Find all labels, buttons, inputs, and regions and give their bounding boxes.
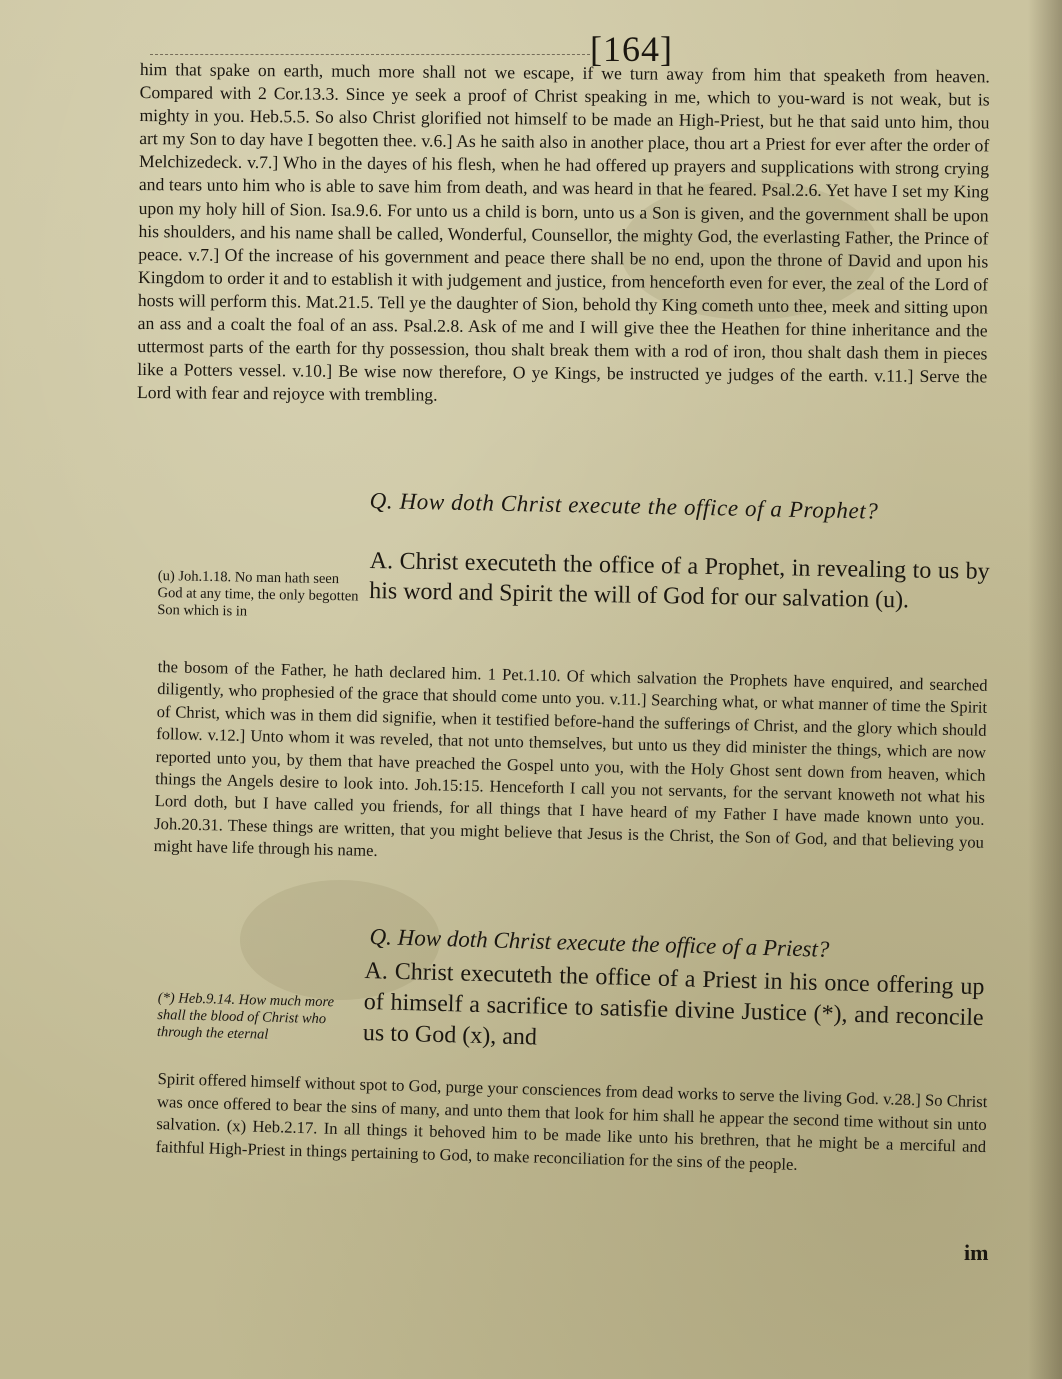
margin-note-priest: (*) Heb.9.14. How much more shall the blood of Christ who through the eternal <box>156 990 335 1043</box>
proofs-prophet-paragraph: the bosom of the Father, he hath declared him. 1 Pet.1.10. Of which salvation the Prophets have enquired, and searched diligently, who prophesied of the grace that should come unto you. v.11.] Searching what, or what manner of time the Spirit of Christ, which was in them did signifie, when it testified before-hand the sufferings of Christ, and the glory which should follow. v.12.] Unto whom it was reveled, that not unto themselves, but unto us they did minister the things, which are now reported unto you, by them that have preached the Gospel unto you, with the Holy Ghost sent down from heaven, which things the Angels desire to look into. Joh.15:15. Henceforth I call you not servants, for the servant knoweth not what his Lord doth, but I have called you friends, for all things that I have heard of my Father I have made known unto you. Joh.20.31. These things are written, that you might believe that Jesus is the Christ, the Son of God, and that believing you might have life through his name. <box>153 656 988 861</box>
page-number: [164] <box>590 29 673 69</box>
question-priest: Q. How doth Christ execute the office of a Priest? <box>369 923 830 962</box>
header-rule <box>150 54 590 56</box>
margin-note-prophet: (u) Joh.1.18. No man hath seen God at any time, the only begotten Son which is in <box>157 568 359 620</box>
question-prophet: Q. How doth Christ execute the office of a Prophet? <box>369 487 879 524</box>
scripture-proofs-paragraph: him that spake on earth, much more shall not we escape, if we turn away from him that speaketh from heaven. Compared with 2 Cor.13.3. Since ye seek a proof of Christ speaking in me, which to you-ward is not weak, but is mighty in you. Heb.5.5. So also Christ glorified not himself to be made an High-Priest, but he that said unto him, thou art my Son to day have I begotten thee. v.6.] As he saith also in another place, thou art a Priest for ever after the order of Melchizedeck. v.7.] Who in the dayes of his flesh, when he had offered up prayers and supplications with strong crying and tears unto him who is able to save him from death, and was heard in that he feared. Psal.2.6. Yet have I set my King upon my holy hill of Sion. Isa.9.6. For unto us a child is born, unto us a Son is given, and the government shall be upon his shoulders, and his name shall be called, Wonderful, Counsellor, the mighty God, the everlasting Father, the Prince of peace. v.7.] Of the increase of his government and peace there shall be no end, upon the throne of David and upon his Kingdom to order it and to establish it with judgement and justice, from henceforth even for ever, the zeal of the Lord of hosts will perform this. Mat.21.5. Tell ye the daughter of Sion, behold thy King cometh unto thee, meek and sitting upon an ass and a coalt the foal of an ass. Psal.2.8. Ask of me and I will give thee the Heathen for thine inheritance and the uttermost parts of the earth for thy possession, thou shalt break them with a rod of iron, thou shalt dash them in pieces like a Potters vessel. v.10.] Be wise now therefore, O ye Kings, be instructed ye judges of the earth. v.11.] Serve the Lord with fear and rejoyce with trembling. <box>136 58 990 405</box>
catchword: im <box>964 1240 989 1265</box>
proofs-priest-paragraph: Spirit offered himself without spot to God, purge your consciences from dead works to serve the living God. v.28.] So Christ was once offered to bear the sins of many, and unto them that look for him shall he appear the second time without sin unto salvation. (x) Heb.2.17. In all things it behoved him to be made like unto his brethren, that he might be a merciful and faithful High-Priest in things pertaining to God, to make reconciliation for the sins of the people. <box>155 1068 988 1174</box>
page-edge-shadow <box>1028 0 1062 1379</box>
answer-priest: A. Christ executeth the office of a Priest in his once offering up of himself a sacrifice to satisfie divine Justice (*), and reconcile us to God (x), and <box>362 957 985 1051</box>
answer-prophet: A. Christ executeth the office of a Prophet, in revealing to us by his word and Spirit the will of God for our salvation (u). <box>368 547 990 614</box>
